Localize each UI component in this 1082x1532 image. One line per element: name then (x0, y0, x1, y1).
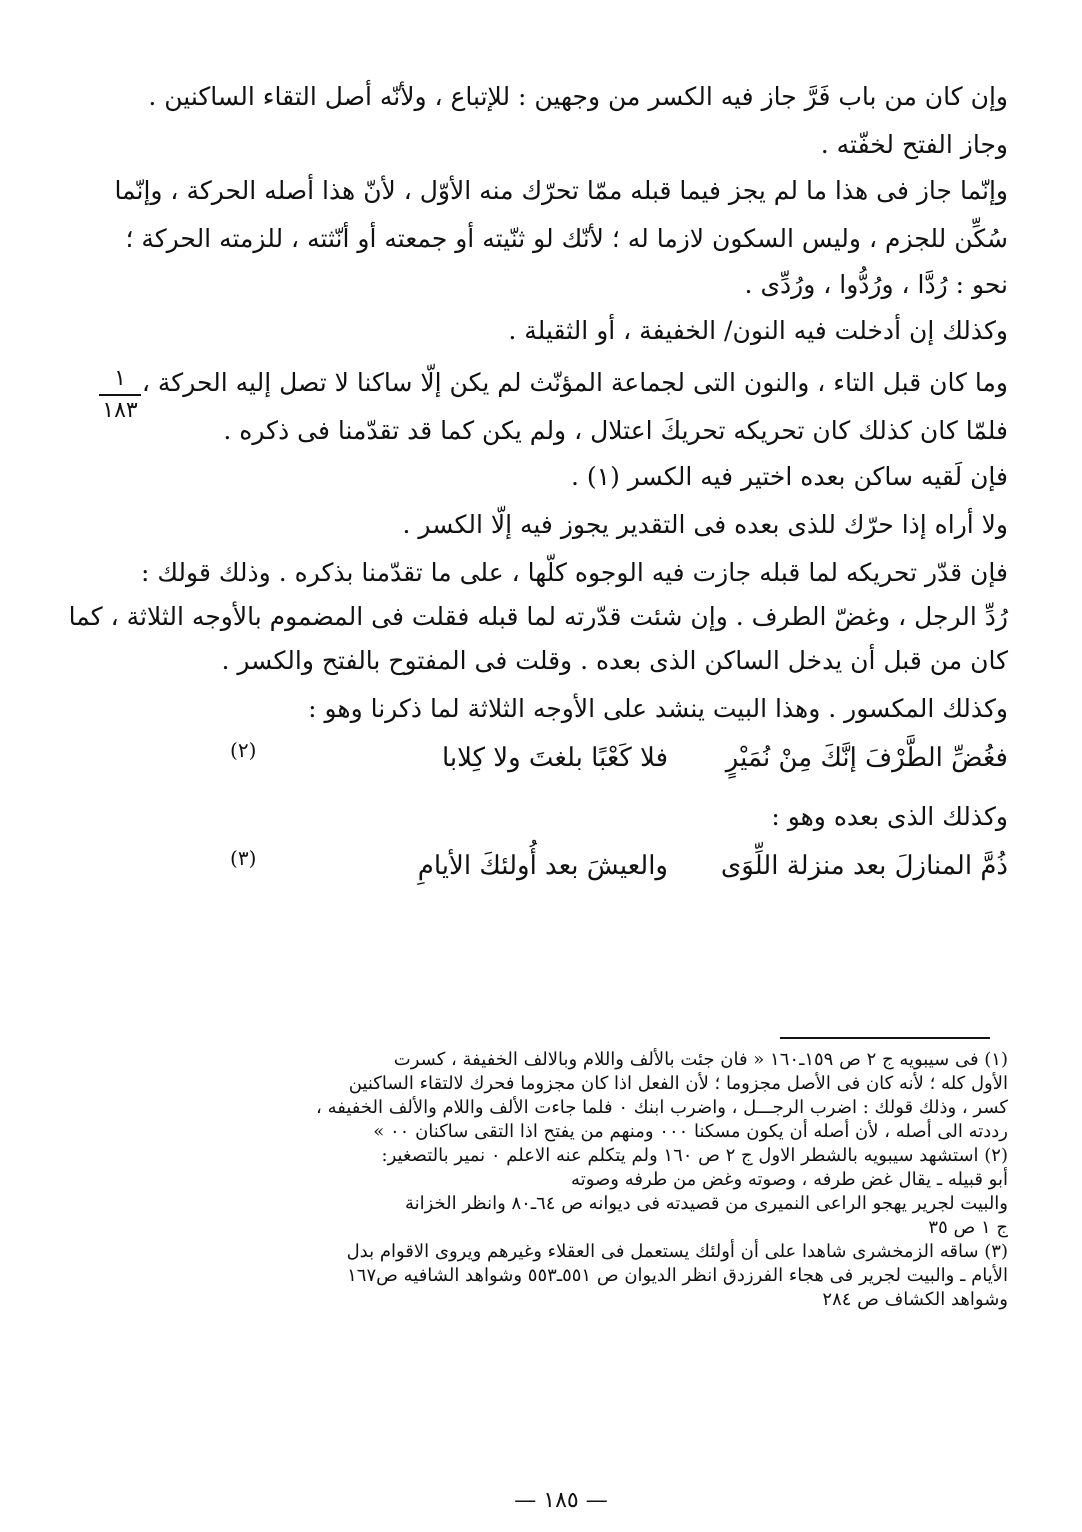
footnote-line: ج ١ ص ٣٥ (928, 1217, 1008, 1238)
footnote-line: الأول كله ؛ لأنه كان فى الأصل مجزوما ؛ لأن الفعل اذا كان مجزوما فحرك لالتقاء الساكنين (348, 1073, 1008, 1094)
verse-1-first-hemistich: فغُضِّ الطَّرْفَ إنَّكَ مِنْ نُمَيْرٍ (725, 743, 1008, 773)
text-line: وإن كان من باب فَرَّ جاز فيه الكسر من وجهين : للإتباع ، ولأنّه أصل التقاء الساكنين . (148, 82, 1008, 111)
footnote-line: (١) فى سيبويه ج ٢ ص ١٥٩ـ١٦٠ « فان جئت بالألف واللام وبالالف الخفيفة ، كسرت (393, 1049, 1008, 1070)
text-line: كان من قبل أن يدخل الساكن الذى بعده . وقلت فى المفتوح بالفتح والكسر . (221, 646, 1008, 675)
text-line: رُدِّ الرجل ، وغضّ الطرف . وإن شئت قدّرته لما قبله فقلت فى المضموم بالأوجه الثلاثة ، كما (68, 602, 1008, 631)
text-line: وكذلك الذى بعده وهو : (771, 802, 1008, 831)
verse-1 (150, 738, 1008, 778)
text-line: وجاز الفتح لخفّته . (820, 130, 1008, 159)
marker-top-number: ١ (114, 366, 126, 391)
text-line: فلمّا كان كذلك كان تحريكه تحريكَ اعتلال ، ولم يكن كما قد تقدّمنا فى ذكره . (223, 416, 1008, 445)
verse-2 (150, 846, 1008, 886)
text-line: فإن لَقيه ساكن بعده اختير فيه الكسر (١) . (571, 462, 1008, 491)
text-line: وما كان قبل التاء ، والنون التى لجماعة المؤنّث لم يكن إلّا ساكنا لا تصل إليه الحركة ، (141, 368, 1008, 397)
verse-1-footnote-ref: (٢) (230, 738, 257, 762)
verse-1-second-hemistich: فلا كَعْبًا بلغتَ ولا كِلابا (441, 743, 668, 773)
footnote-line: (٣) ساقه الزمخشرى شاهدا على أن أولئك يستعمل فى العقلاء وغيرهم ويروى الاقوام بدل (346, 1241, 1008, 1262)
text-line: فإن قدّر تحريكه لما قبله جازت فيه الوجوه كلّها ، على ما تقدّمنا بذكره . وذلك قولك : (140, 558, 1008, 587)
text-line: نحو : رُدَّا ، ورُدُّوا ، ورُدِّى . (744, 270, 1008, 299)
text-line: وكذلك المكسور . وهذا البيت ينشد على الأوجه الثلاثة لما ذكرنا وهو : (308, 694, 1008, 723)
footnotes (150, 1048, 1008, 1312)
footnote-line: (٢) استشهد سيبويه بالشطر الاول ج ٢ ص ١٦٠ ولم يتكلم عنه الاعلم ٠ نمير بالتصغير: (381, 1145, 1008, 1166)
footnote-line: رددته الى أصله ، لأن أصله أن يكون مسكنا ٠٠٠ ومنهم من يفتح اذا التقى ساكنان ٠٠ » (373, 1121, 1008, 1142)
verse-2-second-hemistich: والعيشَ بعد أُولئكَ الأيامِ (417, 851, 668, 881)
footnote-line: الأيام ـ والبيت لجرير فى هجاء الفرزدق انظر الديوان ص ٥٥١ـ٥٥٣ وشواهد الشافيه ص١٦٧ (347, 1265, 1008, 1286)
footnote-line: وشواهد الكشاف ص ٢٨٤ (822, 1289, 1008, 1310)
footnote-separator (780, 1037, 990, 1039)
footnote-line: والبيت لجرير يهجو الراعى النميرى من قصيدته فى ديوانه ص ٦٤ـ٨٠ وانظر الخزانة (404, 1193, 1008, 1214)
text-line: وكذلك إن أدخلت فيه النون/ الخفيفة ، أو الثقيلة . (508, 316, 1008, 345)
text-line: ولا أراه إذا حرّك للذى بعده فى التقدير يجوز فيه إلّا الكسر . (402, 510, 1008, 539)
page-number: — ١٨٥ — (514, 1488, 608, 1513)
marker-bottom-number: ١٨٣ (102, 398, 138, 423)
marker-divider (99, 394, 141, 396)
text-line: سُكِّن للجزم ، وليس السكون لازما له ؛ لأنّك لو ثنّيته أو جمعته أو أنّثته ، للزمته الحركة ؛ (125, 224, 1008, 253)
margin-page-marker (95, 366, 145, 424)
footnote-line: أبو قبيله ـ يقال غض طرفه ، وصوته وغض من طرفه وصوته (571, 1169, 1008, 1190)
footnote-line: كسر ، وذلك قولك : اضرب الرجـــل ، واضرب ابنك ٠ فلما جاءت الألف واللام والألف الخفيفه ، (316, 1097, 1008, 1118)
verse-2-footnote-ref: (٣) (230, 846, 257, 870)
text-line: وإنّما جاز فى هذا ما لم يجز فيما قبله ممّا تحرّك منه الأوّل ، لأنّ هذا أصله الحركة ، وإنّما (114, 176, 1008, 205)
verse-2-first-hemistich: ذُمَّ المنازلَ بعد منزلة اللِّوَى (720, 851, 1008, 881)
